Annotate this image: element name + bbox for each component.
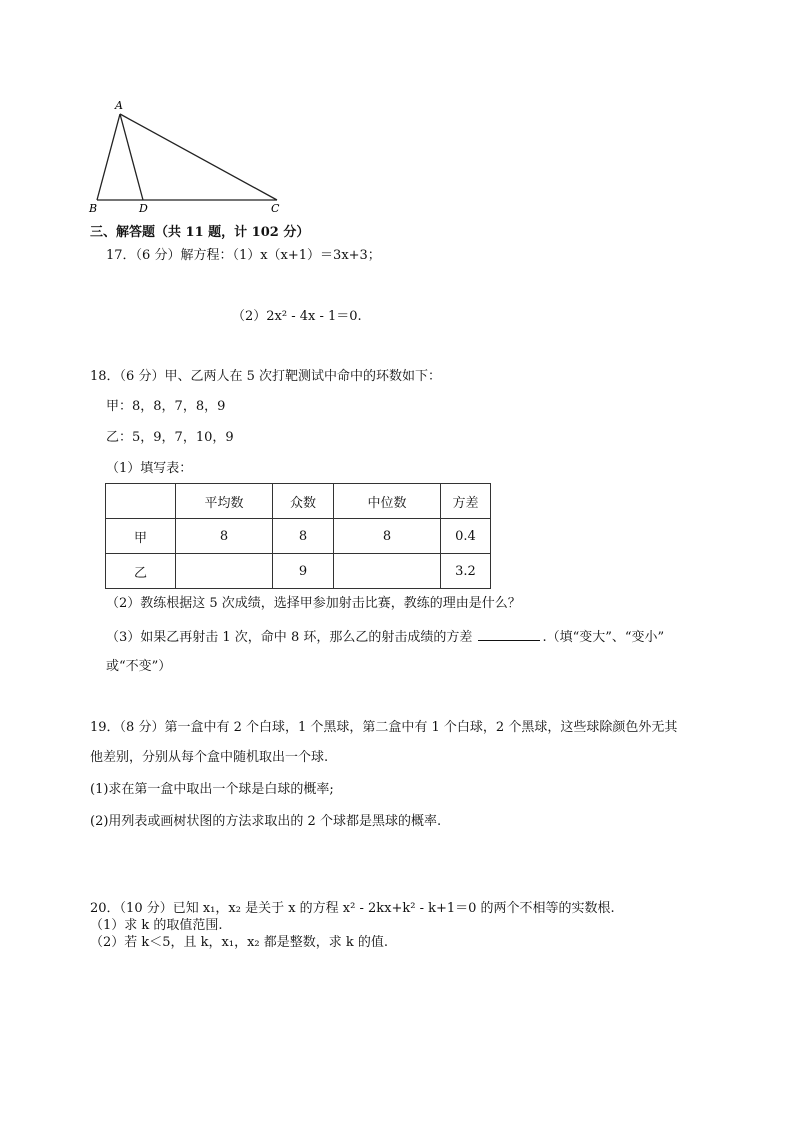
table-header-cell: 平均数 [176,484,273,519]
triangle-figure [85,96,295,218]
label-d: D [139,202,148,215]
q18-yi-scores: 乙：5，9，7，10，9 [106,430,234,445]
table-cell: 8 [334,519,441,554]
section-header: 三、解答题（共 11 题，计 102 分） [90,225,310,240]
table-cell: 8 [273,519,334,554]
q18-part3-line2: 或“不变”） [106,659,172,674]
score-table [105,483,491,589]
table-cell: 0.4 [441,519,491,554]
table-header-cell [106,484,176,519]
table-cell [176,554,273,589]
q20-line1: 20．（10 分）已知 x₁，x₂ 是关于 x 的方程 x² - 2kx+k² - k+1＝0 的两个不相等的实数根. [90,901,615,916]
table-row [106,519,491,554]
table-cell: 乙 [106,554,176,589]
segment-ab [97,114,120,200]
q18-jia-scores: 甲：8，8，7，8，9 [106,399,226,414]
label-c: C [271,202,280,215]
label-b: B [89,202,98,215]
table-header-cell: 方差 [441,484,491,519]
label-a: A [115,99,123,112]
table-header-cell: 中位数 [334,484,441,519]
q18-stem: 18．（6 分）甲、乙两人在 5 次打靶测试中命中的环数如下： [90,369,441,384]
q18-part3-text: （3）如果乙再射击 1 次，命中 8 环，那么乙的射击成绩的方差 [106,630,473,645]
q18-part3-line1 [106,628,664,646]
q20-part1: （1）求 k 的取值范围. [90,918,223,933]
q20-part2: （2）若 k＜5，且 k，x₁，x₂ 都是整数，求 k 的值. [90,935,389,950]
table-cell: 3.2 [441,554,491,589]
table-cell: 8 [176,519,273,554]
q18-part3-hint: .（填“变大”、“变小” [542,630,665,645]
q19-line2: 他差别，分别从每个盒中随机取出一个球. [90,750,329,765]
table-cell: 9 [273,554,334,589]
q17-line1: 17．（6 分）解方程：（1）x（x+1）＝3x+3； [106,248,381,263]
q18-part1: （1）填写表： [106,461,193,476]
q19-line1: 19．（8 分）第一盒中有 2 个白球，1 个黑球，第二盒中有 1 个白球，2 个黑球，这些球除颜色外无其 [90,720,678,735]
table-header-cell: 众数 [273,484,334,519]
q17-line2: （2）2x² - 4x - 1＝0. [232,309,362,324]
q19-part2: (2)用列表或画树状图的方法求取出的 2 个球都是黑球的概率. [90,814,442,829]
answer-blank[interactable] [478,628,540,641]
table-row [106,554,491,589]
q19-part1: (1)求在第一盒中取出一个球是白球的概率; [90,782,334,797]
segment-ad [120,114,143,200]
table-cell: 甲 [106,519,176,554]
table-header-row [106,484,491,519]
q18-part2: （2）教练根据这 5 次成绩，选择甲参加射击比赛，教练的理由是什么？ [106,596,521,611]
segment-ac [120,114,277,200]
table-cell [334,554,441,589]
